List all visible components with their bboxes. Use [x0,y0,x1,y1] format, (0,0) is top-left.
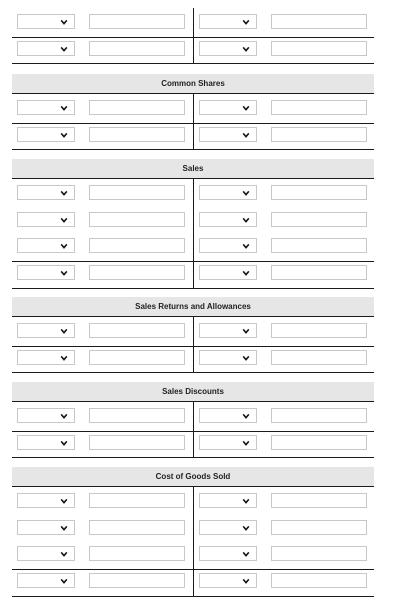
chevron-down-icon [60,439,68,447]
sales-discounts-credit-account-select[interactable] [199,408,257,423]
chevron-down-icon [242,412,250,420]
chevron-down-icon [242,45,250,53]
chevron-down-icon [60,497,68,505]
sales-debit-account-select[interactable] [17,212,75,227]
account-credit-account-select[interactable] [199,41,257,56]
sales-header: Sales [12,159,374,179]
chevron-down-icon [60,550,68,558]
chevron-down-icon [60,131,68,139]
chevron-down-icon [242,104,250,112]
chevron-down-icon [242,131,250,139]
sales-credit-account-select[interactable] [199,238,257,253]
sales-discounts-credit-amount-input[interactable] [271,408,367,423]
account-debit-amount-input[interactable] [89,41,185,56]
sales-returns-and-allowances-credit-amount-input[interactable] [271,350,367,365]
common-shares-credit-account-select[interactable] [199,100,257,115]
chevron-down-icon [242,550,250,558]
sales-debit-amount-input[interactable] [89,185,185,200]
chevron-down-icon [242,216,250,224]
chevron-down-icon [242,577,250,585]
common-shares-credit-account-select[interactable] [199,127,257,142]
common-shares-header: Common Shares [12,74,374,94]
chevron-down-icon [60,327,68,335]
cost-of-goods-sold-header: Cost of Goods Sold [12,467,374,487]
cost-of-goods-sold-debit-amount-input[interactable] [89,493,185,508]
chevron-down-icon [242,497,250,505]
sales-returns-and-allowances-header: Sales Returns and Allowances [12,297,374,317]
sales-returns-and-allowances-debit-account-select[interactable] [17,323,75,338]
sales-returns-and-allowances-credit-account-select[interactable] [199,323,257,338]
cost-of-goods-sold-debit-account-select[interactable] [17,493,75,508]
sales-discounts-bottom-rule [12,457,374,458]
sales-returns-and-allowances-credit-account-select[interactable] [199,350,257,365]
cost-of-goods-sold-debit-amount-input[interactable] [89,546,185,561]
chevron-down-icon [60,269,68,277]
cost-of-goods-sold-debit-amount-input[interactable] [89,520,185,535]
cost-of-goods-sold-credit-account-select[interactable] [199,520,257,535]
common-shares-balance-rule [12,123,374,124]
sales-debit-amount-input[interactable] [89,265,185,280]
cost-of-goods-sold-balance-rule [12,569,374,570]
sales-returns-and-allowances-credit-amount-input[interactable] [271,323,367,338]
account-debit-account-select[interactable] [17,41,75,56]
sales-discounts-balance-rule [12,431,374,432]
sales-credit-account-select[interactable] [199,185,257,200]
chevron-down-icon [60,18,68,26]
account-balance-rule [12,37,374,38]
sales-debit-account-select[interactable] [17,185,75,200]
sales-discounts-credit-account-select[interactable] [199,435,257,450]
sales-credit-account-select[interactable] [199,212,257,227]
cost-of-goods-sold-credit-amount-input[interactable] [271,520,367,535]
cost-of-goods-sold-credit-account-select[interactable] [199,573,257,588]
sales-credit-amount-input[interactable] [271,212,367,227]
sales-divider [193,179,194,289]
cost-of-goods-sold-debit-account-select[interactable] [17,546,75,561]
common-shares-credit-amount-input[interactable] [271,100,367,115]
account-bottom-rule [12,63,374,64]
chevron-down-icon [242,439,250,447]
common-shares-debit-account-select[interactable] [17,127,75,142]
chevron-down-icon [242,354,250,362]
sales-discounts-debit-amount-input[interactable] [89,435,185,450]
account-debit-amount-input[interactable] [89,14,185,29]
account-credit-account-select[interactable] [199,14,257,29]
chevron-down-icon [60,242,68,250]
sales-credit-amount-input[interactable] [271,265,367,280]
sales-discounts-credit-amount-input[interactable] [271,435,367,450]
chevron-down-icon [60,524,68,532]
sales-credit-account-select[interactable] [199,265,257,280]
cost-of-goods-sold-debit-account-select[interactable] [17,573,75,588]
cost-of-goods-sold-credit-account-select[interactable] [199,493,257,508]
sales-debit-account-select[interactable] [17,265,75,280]
cost-of-goods-sold-credit-account-select[interactable] [199,546,257,561]
sales-credit-amount-input[interactable] [271,238,367,253]
cost-of-goods-sold-credit-amount-input[interactable] [271,573,367,588]
cost-of-goods-sold-debit-amount-input[interactable] [89,573,185,588]
cost-of-goods-sold-bottom-rule [12,596,374,597]
sales-debit-amount-input[interactable] [89,212,185,227]
cost-of-goods-sold-credit-amount-input[interactable] [271,546,367,561]
sales-returns-and-allowances-debit-amount-input[interactable] [89,323,185,338]
sales-discounts-debit-account-select[interactable] [17,435,75,450]
chevron-down-icon [60,45,68,53]
common-shares-bottom-rule [12,149,374,150]
sales-returns-and-allowances-bottom-rule [12,372,374,373]
sales-discounts-debit-account-select[interactable] [17,408,75,423]
sales-debit-amount-input[interactable] [89,238,185,253]
sales-credit-amount-input[interactable] [271,185,367,200]
chevron-down-icon [60,104,68,112]
account-credit-amount-input[interactable] [271,41,367,56]
chevron-down-icon [242,18,250,26]
chevron-down-icon [60,354,68,362]
chevron-down-icon [242,327,250,335]
cost-of-goods-sold-debit-account-select[interactable] [17,520,75,535]
account-credit-amount-input[interactable] [271,14,367,29]
chevron-down-icon [242,524,250,532]
sales-balance-rule [12,261,374,262]
chevron-down-icon [242,189,250,197]
chevron-down-icon [60,189,68,197]
chevron-down-icon [60,216,68,224]
account-debit-account-select[interactable] [17,14,75,29]
chevron-down-icon [242,269,250,277]
sales-returns-and-allowances-balance-rule [12,346,374,347]
chevron-down-icon [60,577,68,585]
common-shares-debit-amount-input[interactable] [89,127,185,142]
cost-of-goods-sold-divider [193,487,194,597]
common-shares-debit-account-select[interactable] [17,100,75,115]
common-shares-credit-amount-input[interactable] [271,127,367,142]
sales-returns-and-allowances-debit-account-select[interactable] [17,350,75,365]
sales-bottom-rule [12,288,374,289]
chevron-down-icon [60,412,68,420]
sales-discounts-header: Sales Discounts [12,382,374,402]
cost-of-goods-sold-credit-amount-input[interactable] [271,493,367,508]
sales-returns-and-allowances-debit-amount-input[interactable] [89,350,185,365]
sales-discounts-debit-amount-input[interactable] [89,408,185,423]
common-shares-debit-amount-input[interactable] [89,100,185,115]
chevron-down-icon [242,242,250,250]
sales-debit-account-select[interactable] [17,238,75,253]
